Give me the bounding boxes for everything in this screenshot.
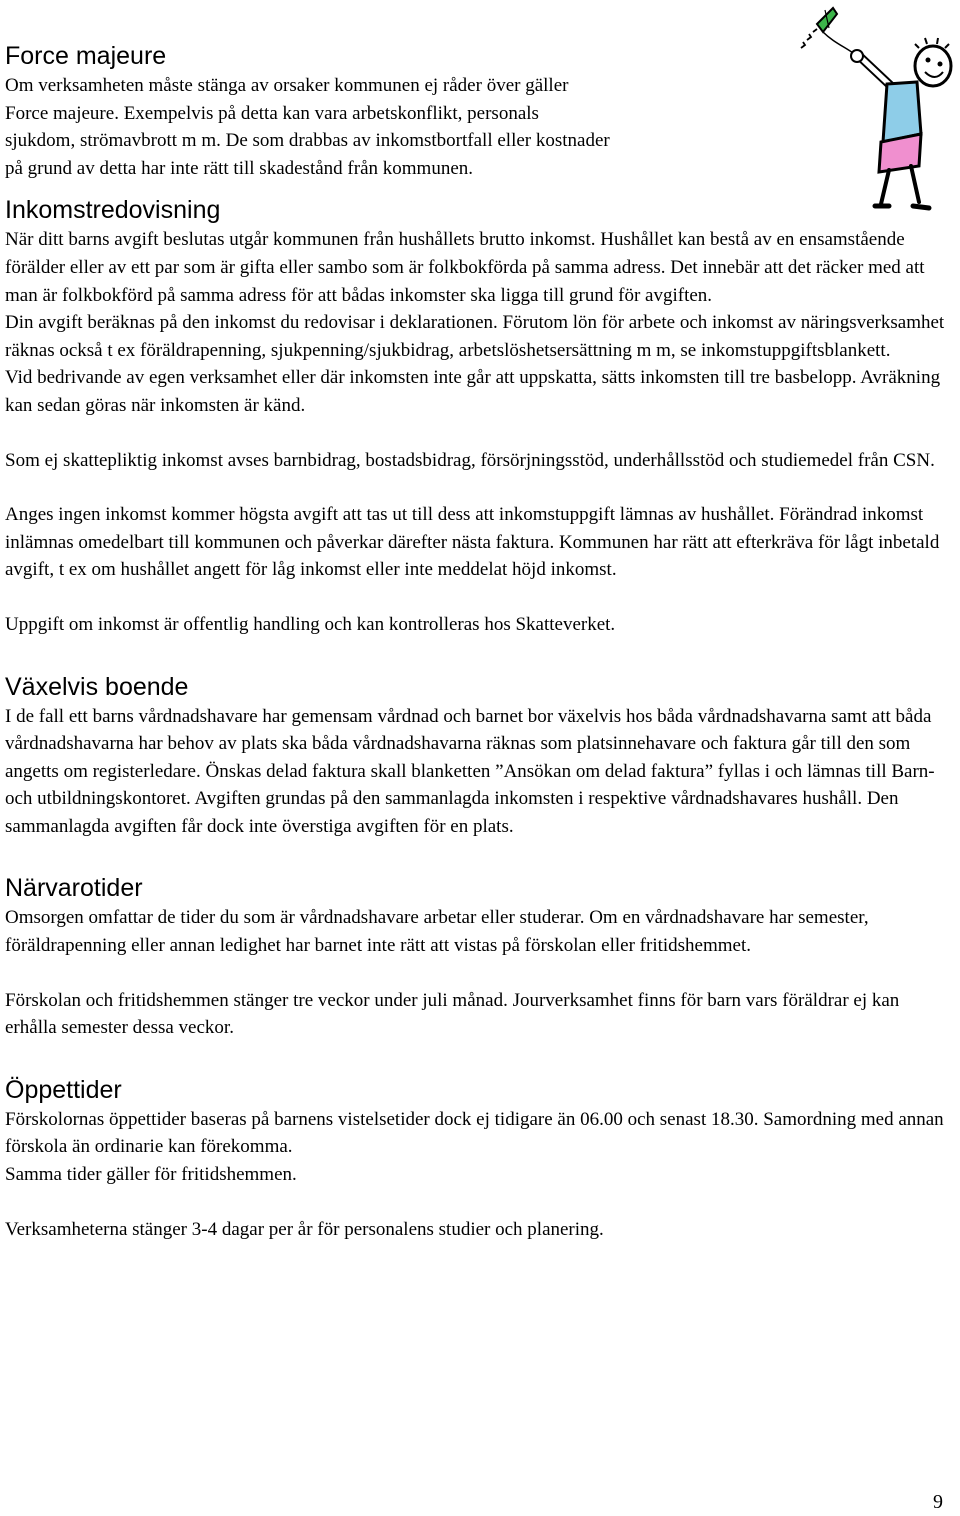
shorts: [879, 134, 921, 172]
paragraph-inkomst-6: Uppgift om inkomst är offentlig handling och kan kontrolleras hos Skatteverket.: [5, 613, 616, 635]
paragraph-inkomst-3: Vid bedrivande av egen verksamhet eller där inkomsten inte går att uppskatta, sätts inkomsten till tre basbelopp. Avräkning kan sedan göras när inkomsten är känd.: [5, 367, 941, 416]
child-with-kite-icon: [795, 4, 955, 218]
heading-narvarotider: Närvarotider: [5, 874, 143, 903]
legs: [881, 166, 919, 204]
page-number: 9: [933, 1491, 943, 1513]
force-majeure-line-2: Force majeure. Exempelvis på detta kan vara arbetskonflikt, personals: [5, 102, 539, 124]
paragraph-oppet-3: Verksamheterna stänger 3-4 dagar per år för personalens studier och planering.: [5, 1218, 604, 1240]
document-page: [5, 40, 950, 1243]
heading-oppettider: Öppettider: [5, 1075, 122, 1104]
heading-vaxelvis-boende: Växelvis boende: [5, 672, 189, 701]
paragraph-oppet-2: Samma tider gäller för fritidshemmen.: [5, 1164, 297, 1186]
force-majeure-line-4: på grund av detta har inte rätt till skadestånd från kommunen.: [5, 157, 473, 179]
paragraph-narvaro-1: Omsorgen omfattar de tider du som är vårdnadshavare arbetar eller studerar. Om en vårdnadshavare har semester, föräldrapenning eller annan ledighet har barnet inte rätt att vistas på förskolan eller fritidshemmet.: [5, 907, 869, 957]
paragraph-inkomst-4: Som ej skattepliktig inkomst avses barnbidrag, bostadsbidrag, försörjningsstöd, underhållsstöd och studiemedel från CSN.: [5, 449, 935, 471]
kite-tail: [801, 29, 817, 48]
shirt: [883, 82, 921, 142]
paragraph-narvaro-2: Förskolan och fritidshemmen stänger tre veckor under juli månad. Jourverksamhet finns för barn vars föräldrar ej kan erhålla semester dessa veckor.: [5, 989, 900, 1039]
paragraph-oppet-1: Förskolornas öppettider baseras på barnens vistelsetider dock ej tidigare än 06.00 och senast 18.30. Samordning med annan förskola än ordinarie kan förekomma.: [5, 1108, 944, 1158]
head: [915, 46, 951, 86]
paragraph-inkomst-1: När ditt barns avgift beslutas utgår kommunen från hushållets brutto inkomst. Hushållet kan bestå av en ensamstående förälder eller av ett par som är gifta eller sambo som är folkbokförda på samma adress. Det innebär att det räcker med att man är folkbokförd på samma adress för att bådas inkomster ska ligga till grund för avgiften.: [5, 229, 925, 306]
force-majeure-line-1: Om verksamheten måste stänga av orsaker kommunen ej råder över gäller: [5, 75, 569, 96]
section-narvarotider: [5, 872, 950, 1041]
paragraph-inkomst-5: Anges ingen inkomst kommer högsta avgift att tas ut till dess att inkomstuppgift lämnas av hushållet. Förändrad inkomst inlämnas omedelbart till kommunen och påverkar därefter nästa faktura. Kommunen har rätt att efterkräva för lågt inbetald avgift, t ex om hushållet angett för låg inkomst eller inte meddelat höjd inkomst.: [5, 504, 940, 581]
section-oppettider: [5, 1074, 950, 1243]
heading-inkomstredovisning: Inkomstredovisning: [5, 196, 221, 225]
heading-force-majeure: Force majeure: [5, 42, 167, 70]
force-majeure-line-3: sjukdom, strömavbrott m m. De som drabbas av inkomstbortfall eller kostnader: [5, 130, 610, 152]
section-vaxelvis-boende: [5, 671, 950, 841]
paragraph-vaxelvis: I de fall ett barns vårdnadshavare har gemensam vårdnad och barnet bor växelvis hos båda vårdnadshavarna samt att båda vårdnadshavarna har behov av plats ska båda vårdnadshavarna räknas som platsinnehavare och faktura går till den som angetts om registerledare. Önskas delad faktura skall blanketten ”Ansökan om delad faktura” fyllas i och lämnas till Barn- och utbildningskontoret. Avgiften grundas på den sammanlagda inkomsten i respektive vårdnadshavares hushåll. Den sammanlagda avgiften får dock inte överstiga avgiften för en plats.: [5, 705, 935, 837]
paragraph-inkomst-2: Din avgift beräknas på den inkomst du redovisar i deklarationen. Förutom lön för arbete och inkomst av näringsverksamhet räknas också t ex föräldrapenning, sjukpenning/sjukbidrag, arbetslöshetsersättning m m, se inkomstuppgiftsblankett.: [5, 312, 945, 361]
section-inkomstredovisning: [5, 194, 950, 638]
